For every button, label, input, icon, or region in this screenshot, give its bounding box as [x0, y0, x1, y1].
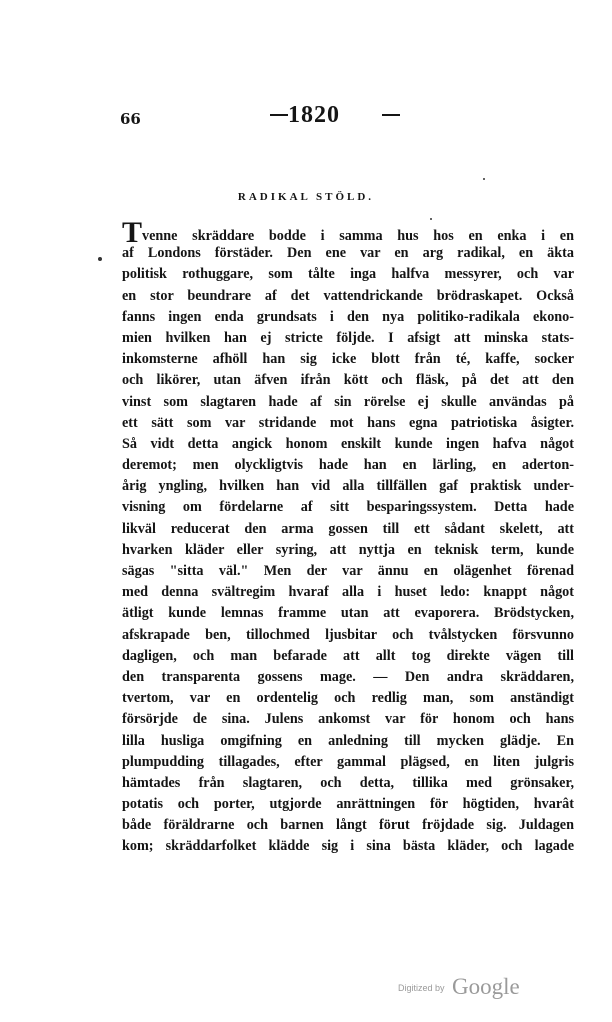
- print-speck: [98, 257, 102, 261]
- text-line: hvarken kläder eller syring, att nyttja en teknisk term, kunde: [122, 541, 574, 558]
- print-speck: [483, 178, 485, 180]
- text-line: den transparenta gossens mage. — Den andra skräddaren,: [122, 668, 574, 685]
- text-line: [122, 222, 574, 243]
- digitized-watermark: [398, 974, 520, 1000]
- text-line: inkomsterne afhöll han sig icke blott från té, kaffe, socker: [122, 351, 574, 368]
- text-line: Så vidt detta angick honom enskilt kunde ingen hafva något: [122, 435, 574, 452]
- text-line: lilla husliga omgifning en anledning till mycken glädje. En: [122, 732, 574, 749]
- running-title: 1820: [288, 102, 340, 128]
- text-line: visning om fördelarne af sitt besparingssystem. Detta hade: [122, 499, 574, 516]
- body-text: [122, 222, 574, 858]
- watermark-prefix: Digitized by: [398, 983, 445, 993]
- text-line: plumpudding tillagades, efter gammal plägsed, en liten julgris: [122, 753, 574, 770]
- text-line: afskrapade ben, tillochmed ljusbitar och tvålstycken försvunno: [122, 626, 574, 643]
- google-logo: Google: [451, 974, 520, 999]
- text-line: vinst som slagtaren hade af sin rörelse ej skulle användas på: [122, 393, 574, 410]
- section-title: RADIKAL STÖLD.: [237, 191, 375, 203]
- text-line: fanns ingen enda grundsats i den nya politiko-radikala ekono-: [122, 308, 574, 325]
- text-line: mien hvilken han ej stricte följde. I afsigt att minska stats-: [122, 329, 574, 346]
- header-dash-right: [382, 114, 400, 116]
- text-line: hämtades från slagtaren, och detta, tillika med grönsaker,: [122, 774, 574, 791]
- text-line: både föräldrarne och barnen långt förut fröjdade sig. Juldagen: [122, 817, 574, 834]
- header-dash-left: [270, 114, 288, 116]
- text-line: likväl reducerat den arma gossen till ett sådant skelett, att: [122, 520, 574, 537]
- text-line: kom; skräddarfolket klädde sig i sina bästa kläder, och lagade: [122, 838, 574, 855]
- text-line: ätligt kunde lemnas framme utan att evaporera. Brödstycken,: [122, 605, 574, 622]
- text-line: med denna svältregim hvaraf alla i huset ledo: knappt något: [122, 584, 574, 601]
- text-line: en stor beundrare af det vattendrickande brödraskapet. Också: [122, 287, 574, 304]
- print-speck: [430, 218, 432, 220]
- text-line: sägas "sitta väl." Men der var ännu en olägenhet förenad: [122, 563, 574, 579]
- text-line: potatis och porter, utgjorde anrättningen för högtiden, hvarât: [122, 796, 574, 813]
- text-line: och likörer, utan äfven ifrån kött och fläsk, på det att den: [122, 372, 574, 389]
- page-number: 66: [120, 110, 141, 128]
- text-line: årig yngling, hvilken han vid alla tillfällen gaf praktisk under-: [122, 478, 574, 495]
- text-line: dagligen, och man befarade att allt tog direkte vägen till: [122, 647, 574, 664]
- text-line: deremot; men olyckligtvis hade han en lärling, en aderton-: [122, 457, 574, 474]
- text-line: försörjde de sina. Julens ankomst var för honom och hans: [122, 711, 574, 728]
- text-line: ett sätt som var stridande mot hans egna patriotiska åsigter.: [122, 414, 574, 431]
- text-line: af Londons förstäder. Den ene var en arg radikal, en äkta: [122, 245, 574, 262]
- text-line-content: venne skräddare bodde i samma hus hos en enka i en: [142, 228, 574, 244]
- running-header: [0, 100, 612, 140]
- text-line: tvertom, var en ordentelig och redlig man, som anständigt: [122, 690, 574, 707]
- text-line: politisk rothuggare, som tålte inga halfva messyrer, och var: [122, 266, 574, 283]
- drop-cap: T: [122, 222, 143, 244]
